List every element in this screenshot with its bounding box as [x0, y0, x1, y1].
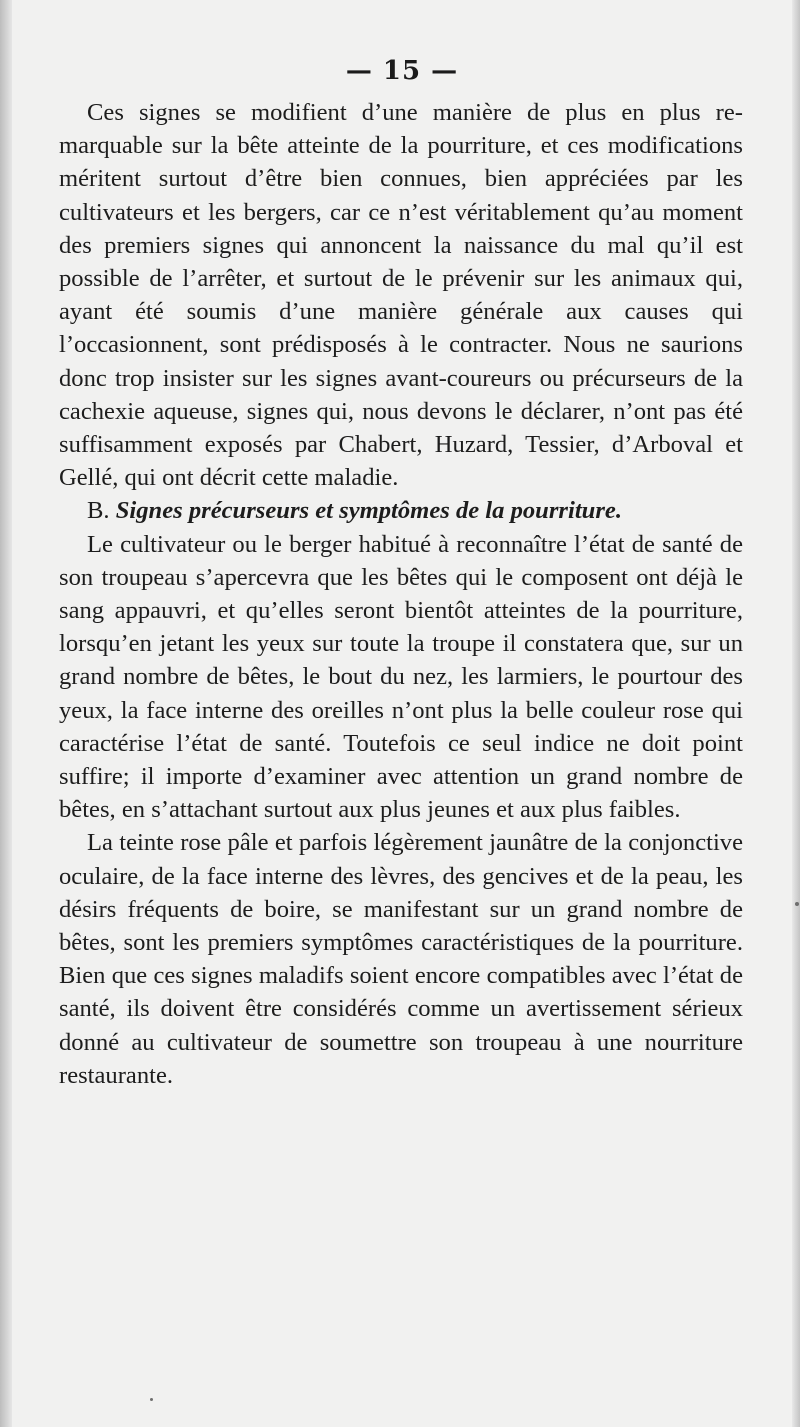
paper-speck: [795, 902, 799, 906]
section-heading: [59, 494, 743, 527]
book-page: [12, 0, 792, 1427]
page-text: [59, 96, 743, 1092]
section-letter: B.: [87, 497, 110, 525]
paragraph-symptoms: La teinte rose pâle et parfois légèrement jaunâtre de la conjonctive oculaire, de la face interne des lèvres, des gencives et de la peau, les désirs fréquents de boire, se manifestant sur un grand nombre de bêtes, sont les premiers symptômes caractéristiques de la pourriture. Bien que ces signes maladifs soient encore compatibles avec l’état de santé, ils doivent être considérés comme un avertissement sérieux donné au cultivateur de soumettre son troupeau à une nourriture restaurante.: [59, 829, 743, 1089]
paragraph-intro: Ces signes se modifient d’une manière de plus en plus remarquable sur la bête atteinte de la pourriture, et ces modifications méritent surtout d’être bien connues, bien appréciées par les cultivateurs et les bergers, car ce n’est véritablement qu’au moment des premiers signes qui annoncent la naissance du mal qu’il est possible de l’arrêter, et surtout de le prévenir sur les animaux qui, ayant été soumis d’une manière générale aux causes qui l’occasionnent, sont prédisposés à le contracter. Nous ne saurions donc trop insister sur les signes avant-coureurs ou précurseurs de la cachexie aqueuse, signes qui, nous devons le déclarer, n’ont pas été suffisamment exposés par Chabert, Huzard, Tessier, d’Arboval et Gellé, qui ont décrit cette maladie.: [59, 99, 743, 492]
section-title: Signes précurseurs et symptômes de la pourriture.: [115, 497, 622, 525]
paragraph-observation: Le cultivateur ou le berger habitué à reconnaître l’état de santé de son troupeau s’apercevra que les bêtes qui le composent ont déjà le sang appauvri, et qu’elles seront bientôt atteintes de la pourriture, lorsqu’en jetant les yeux sur toute la troupe il constatera que, sur un grand nombre de bêtes, le bout du nez, les larmiers, le pourtour des yeux, la face interne des oreilles n’ont plus la belle couleur rose qui caractérise l’état de santé. Toutefois ce seul indice ne doit point suffire; il importe d’examiner avec attention un grand nombre de bêtes, en s’attachant surtout aux plus jeunes et aux plus faibles.: [59, 530, 743, 824]
page-number: — 15 —: [345, 56, 459, 86]
scan-edge-left: [0, 0, 12, 1427]
scan-edge-right: [792, 0, 800, 1427]
paper-speck: [150, 1398, 153, 1401]
